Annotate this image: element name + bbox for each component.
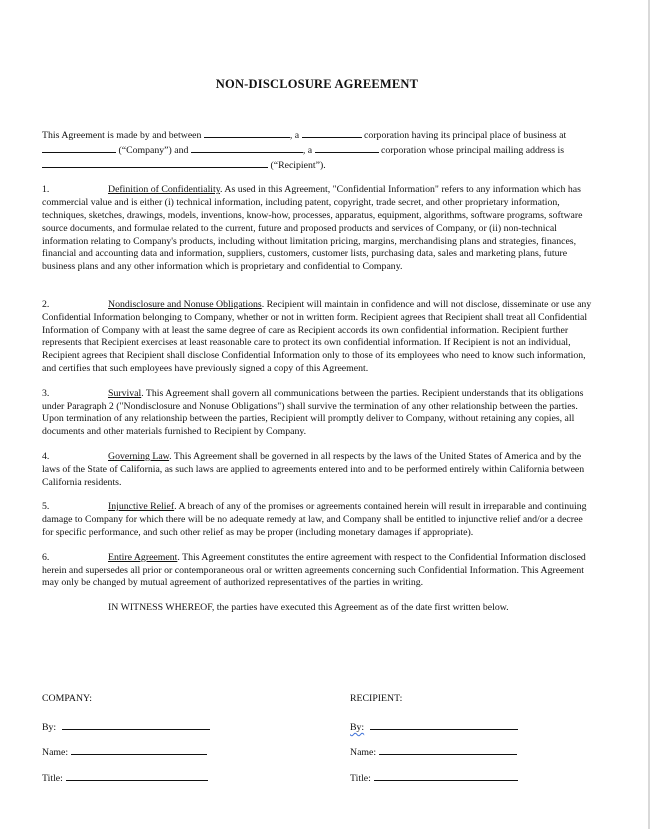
recipient-title-field[interactable]: [374, 770, 518, 781]
name-label: Name:: [350, 747, 377, 758]
document-body: [42, 128, 594, 615]
intro-text: , a: [302, 144, 313, 156]
section-heading: Survival: [108, 387, 142, 399]
recipient-address-blank[interactable]: [42, 158, 268, 168]
section-heading: Governing Law: [108, 450, 170, 462]
company-name-blank[interactable]: [204, 128, 290, 138]
intro-text: (“Company”) and: [118, 144, 189, 156]
witness-clause: IN WITNESS WHEREOF, the parties have executed this Agreement as of the date first written below.: [108, 602, 509, 614]
section-text: . Recipient will maintain in confidence and will not disclose, disseminate or use any Confidential Information belonging to Company, whether or not in written form. Recipient agrees that Recipient shall treat all Confidential Information of Company with at least the same degree of care as Recipient accords its own confidential information. Recipient further represents that Recipient exercises at least reasonable care to protect its own confidential information. If Recipient is not an individual, Recipient agrees that Recipient shall disclose Confidential Information only to those of its employees who need to know such information, and certifies that such employees have previously signed a copy of this Agreement.: [42, 298, 592, 374]
section-text: . A breach of any of the promises or agreements contained herein will result in irreparable and continuing damage to Company for which there will be no adequate remedy at law, and Company shall be entitled to injunctive relief and/or a decree for specific performance, and such other relief as may be proper (including monetary damages if appropriate).: [42, 501, 587, 538]
company-title-row: [42, 770, 208, 785]
company-title-field[interactable]: [66, 770, 208, 781]
section-text: . As used in this Agreement, "Confidential Information" refers to any information which has commercial value and is either (i) technical information, including patent, copyright, trade secret, and other proprietary information, techniques, sketches, drawings, models, inventions, know-how, processes, apparatus, equipment, algorithms, software programs, software source documents, and formulae related to the current, future and proposed products and services of Company, or (ii) non-technical information relating to Company's products, including without limitation pricing, margins, merchandising plans and strategies, finances, financial and accounting data and information, suppliers, customers, customer lists, purchasing data, sales and marketing plans, future business plans and any other information which is proprietary and confidential to Company.: [42, 184, 583, 273]
recipient-label: RECIPIENT:: [350, 693, 403, 704]
recipient-title-row: [350, 770, 518, 785]
section-heading: Nondisclosure and Nonuse Obligations: [108, 298, 262, 310]
section-number: 5.: [42, 501, 50, 513]
recipient-name-blank[interactable]: [191, 143, 303, 153]
intro-text: This Agreement is made by and between: [42, 130, 202, 141]
section-injunctive-relief: [42, 501, 594, 539]
company-name-field[interactable]: [71, 744, 207, 755]
company-label: COMPANY:: [42, 693, 92, 704]
recipient-name-row: [350, 744, 517, 759]
section-number: 6.: [42, 551, 50, 563]
section-number: 4.: [42, 450, 50, 462]
name-label: Name:: [42, 747, 69, 758]
section-text: . This Agreement constitutes the entire agreement with respect to the Confidential Information disclosed herein and supersedes all prior or contemporaneous oral or written agreements concerning such Confidential Information. This Agreement may only be changed by mutual agreement of authorized representatives of the parties in writing.: [42, 551, 586, 589]
section-governing-law: [42, 451, 594, 489]
document-title: NON-DISCLOSURE AGREEMENT: [215, 77, 419, 91]
title-label: Title:: [42, 773, 63, 784]
company-name-row: [42, 744, 207, 759]
section-number: 2.: [42, 298, 50, 310]
section-number: 1.: [42, 184, 50, 196]
by-label: By:: [350, 722, 365, 733]
section-definition: [42, 184, 594, 274]
title-label: Title:: [350, 773, 371, 784]
company-state-blank[interactable]: [302, 128, 362, 138]
by-label: By:: [42, 722, 57, 733]
section-heading: Definition of Confidentiality: [108, 184, 221, 196]
recipient-by-row: [350, 719, 518, 734]
section-heading: Injunctive Relief: [108, 501, 175, 513]
recipient-state-blank[interactable]: [315, 143, 379, 153]
intro-text: corporation whose principal mailing address is: [380, 144, 565, 156]
intro-text: , a: [289, 130, 300, 141]
recipient-by-field[interactable]: [370, 719, 518, 730]
section-heading: Entire Agreement: [108, 551, 178, 563]
section-text: . This Agreement shall be governed in all respects by the laws of the United States of America and by the laws of the State of California, as such laws are applied to agreements entered into and to be performed entirely within California between California residents.: [42, 450, 585, 488]
section-entire-agreement: [42, 552, 594, 590]
company-by-row: [42, 719, 210, 734]
intro-paragraph: [42, 128, 594, 172]
intro-text: corporation having its principal place of business at: [364, 130, 567, 141]
section-nondisclosure: [42, 299, 594, 376]
section-text: . This Agreement shall govern all communications between the parties. Recipient understands that its obligations under Paragraph 2 ("Nondisclosure and Nonuse Obligations") shall survive the termination of any other relationship between the parties. Upon termination of any relationship between the parties, Recipient will promptly deliver to Company, without retaining any copies, all documents and other materials furnished to Recipient by Company.: [42, 387, 584, 438]
company-by-field[interactable]: [62, 719, 210, 730]
company-address-blank[interactable]: [42, 143, 116, 153]
section-survival: [42, 388, 594, 439]
recipient-name-field[interactable]: [379, 744, 517, 755]
intro-text: (“Recipient”).: [270, 159, 326, 171]
section-number: 3.: [42, 387, 50, 399]
